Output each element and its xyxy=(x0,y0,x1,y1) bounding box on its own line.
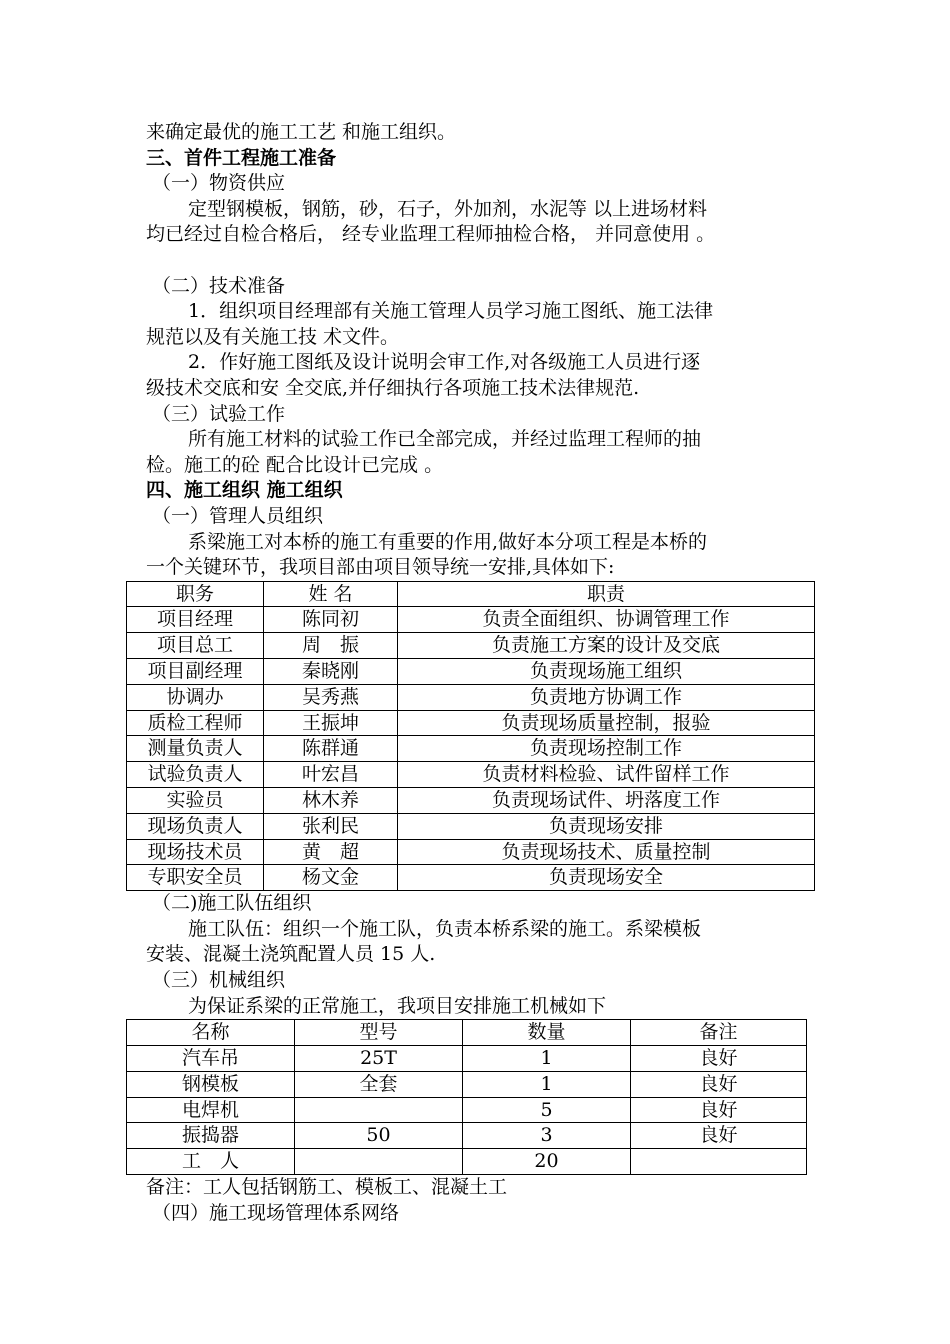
table-row xyxy=(127,1071,807,1097)
table-cell: 振捣器 xyxy=(127,1123,295,1149)
table-cell: 50 xyxy=(295,1123,463,1149)
table-row xyxy=(127,1046,807,1072)
table-header-cell: 职责 xyxy=(398,581,815,607)
table-cell: 王振坤 xyxy=(264,710,398,736)
table-cell: 实验员 xyxy=(127,788,264,814)
text-line: 2．作好施工图纸及设计说明会审工作,对各级施工人员进行逐 xyxy=(188,351,701,374)
table-row xyxy=(127,684,815,710)
table-cell: 汽车吊 xyxy=(127,1046,295,1072)
table-cell: 良好 xyxy=(631,1123,807,1149)
table-row xyxy=(127,736,815,762)
text-line: （二)施工队伍组织 xyxy=(152,892,312,915)
table-cell: 良好 xyxy=(631,1071,807,1097)
table-cell: 1 xyxy=(463,1046,631,1072)
table-cell: 吴秀燕 xyxy=(264,684,398,710)
table-cell: 杨文金 xyxy=(264,865,398,891)
table-cell: 叶宏昌 xyxy=(264,762,398,788)
text-line: 一个关键环节，我项目部由项目领导统一安排,具体如下: xyxy=(146,556,615,579)
text-line: 级技术交底和安 全交底,并仔细执行各项施工技术法律规范. xyxy=(146,376,640,399)
table-cell: 负责现场质量控制，报验 xyxy=(398,710,815,736)
table-cell: 周 振 xyxy=(264,633,398,659)
table-cell: 1 xyxy=(463,1071,631,1097)
table-cell: 张利民 xyxy=(264,813,398,839)
table-row xyxy=(127,788,815,814)
table-cell: 负责现场施工组织 xyxy=(398,659,815,685)
table-header-cell: 职务 xyxy=(127,581,264,607)
table-cell: 黄 超 xyxy=(264,839,398,865)
table-cell xyxy=(631,1149,807,1175)
table-row xyxy=(127,607,815,633)
text-line: （三）试验工作 xyxy=(152,402,286,425)
table-cell: 负责施工方案的设计及交底 xyxy=(398,633,815,659)
table-cell: 测量负责人 xyxy=(127,736,264,762)
table-cell: 专职安全员 xyxy=(127,865,264,891)
staff-table xyxy=(126,581,815,892)
text-line: （三）机械组织 xyxy=(152,969,286,992)
document-page xyxy=(146,120,816,1226)
text-block-top xyxy=(146,120,816,581)
table-cell: 负责现场试件、坍落度工作 xyxy=(398,788,815,814)
table-cell: 负责材料检验、试件留样工作 xyxy=(398,762,815,788)
table-header-row xyxy=(127,581,815,607)
machine-table xyxy=(126,1019,807,1175)
table-cell: 电焊机 xyxy=(127,1097,295,1123)
text-line: （二）技术准备 xyxy=(152,274,286,297)
table-cell: 良好 xyxy=(631,1097,807,1123)
text-line: 为保证系梁的正常施工，我项目安排施工机械如下 xyxy=(188,994,607,1017)
table-row xyxy=(127,813,815,839)
table-cell: 项目副经理 xyxy=(127,659,264,685)
text-line: 所有施工材料的试验工作已全部完成，并经过监理工程师的抽 xyxy=(188,428,702,451)
table-cell: 负责现场技术、质量控制 xyxy=(398,839,815,865)
table-cell: 工 人 xyxy=(127,1149,295,1175)
table-cell: 全套 xyxy=(295,1071,463,1097)
table-cell: 质检工程师 xyxy=(127,710,264,736)
text-line: 规范以及有关施工技 术文件。 xyxy=(146,325,400,348)
table-cell: 试验负责人 xyxy=(127,762,264,788)
table-row xyxy=(127,710,815,736)
table-header-cell: 名称 xyxy=(127,1020,295,1046)
table-header-cell: 型号 xyxy=(295,1020,463,1046)
table-cell: 负责地方协调工作 xyxy=(398,684,815,710)
table-row xyxy=(127,659,815,685)
text-line: （四）施工现场管理体系网络 xyxy=(152,1201,400,1224)
text-block-mid xyxy=(146,891,816,1019)
text-line: 均已经过自检合格后， 经专业监理工程师抽检合格， 并同意使用 。 xyxy=(146,223,716,246)
table-cell: 项目经理 xyxy=(127,607,264,633)
text-line: 1．组织项目经理部有关施工管理人员学习施工图纸、施工法律 xyxy=(188,300,714,323)
text-line: 定型钢模板，钢筋，砂，石子，外加剂，水泥等 以上进场材料 xyxy=(188,197,708,220)
table-cell: 协调办 xyxy=(127,684,264,710)
text-line: 备注：工人包括钢筋工、模板工、混凝土工 xyxy=(146,1176,508,1198)
text-line: 安装、混凝土浇筑配置人员 15 人. xyxy=(146,943,436,966)
text-line: 检。施工的砼 配合比设计已完成 。 xyxy=(146,453,444,476)
text-line: 系梁施工对本桥的施工有重要的作用,做好本分项工程是本桥的 xyxy=(188,530,708,553)
text-line: 施工队伍：组织一个施工队，负责本桥系梁的施工。系梁模板 xyxy=(188,917,702,940)
table-cell: 陈群通 xyxy=(264,736,398,762)
text-line xyxy=(146,248,816,274)
table-row xyxy=(127,839,815,865)
text-line: 四、施工组织 施工组织 xyxy=(146,479,343,502)
table-cell: 负责现场控制工作 xyxy=(398,736,815,762)
text-line: 来确定最优的施工工艺 和施工组织。 xyxy=(146,121,457,143)
table-cell: 现场技术员 xyxy=(127,839,264,865)
table-cell xyxy=(295,1149,463,1175)
table-cell: 陈同初 xyxy=(264,607,398,633)
table-row xyxy=(127,865,815,891)
table-cell: 5 xyxy=(463,1097,631,1123)
table-header-row xyxy=(127,1020,807,1046)
table-cell: 25T xyxy=(295,1046,463,1072)
text-line: （一）物资供应 xyxy=(152,172,286,195)
text-line: 三、首件工程施工准备 xyxy=(146,146,337,169)
table-cell: 钢模板 xyxy=(127,1071,295,1097)
table-cell: 负责现场安全 xyxy=(398,865,815,891)
table-row xyxy=(127,762,815,788)
table-cell: 林木养 xyxy=(264,788,398,814)
table-cell: 项目总工 xyxy=(127,633,264,659)
table-row xyxy=(127,1149,807,1175)
table-cell: 秦晓刚 xyxy=(264,659,398,685)
table-row xyxy=(127,1123,807,1149)
table-header-cell: 数量 xyxy=(463,1020,631,1046)
table-header-cell: 姓 名 xyxy=(264,581,398,607)
table-cell: 良好 xyxy=(631,1046,807,1072)
table-cell: 3 xyxy=(463,1123,631,1149)
table-cell: 负责现场安排 xyxy=(398,813,815,839)
table-cell: 20 xyxy=(463,1149,631,1175)
table-header-cell: 备注 xyxy=(631,1020,807,1046)
table-row xyxy=(127,633,815,659)
text-line: （一）管理人员组织 xyxy=(152,504,324,527)
text-block-bottom xyxy=(146,1175,816,1226)
table-cell xyxy=(295,1097,463,1123)
table-cell: 负责全面组织、协调管理工作 xyxy=(398,607,815,633)
table-cell: 现场负责人 xyxy=(127,813,264,839)
table-row xyxy=(127,1097,807,1123)
